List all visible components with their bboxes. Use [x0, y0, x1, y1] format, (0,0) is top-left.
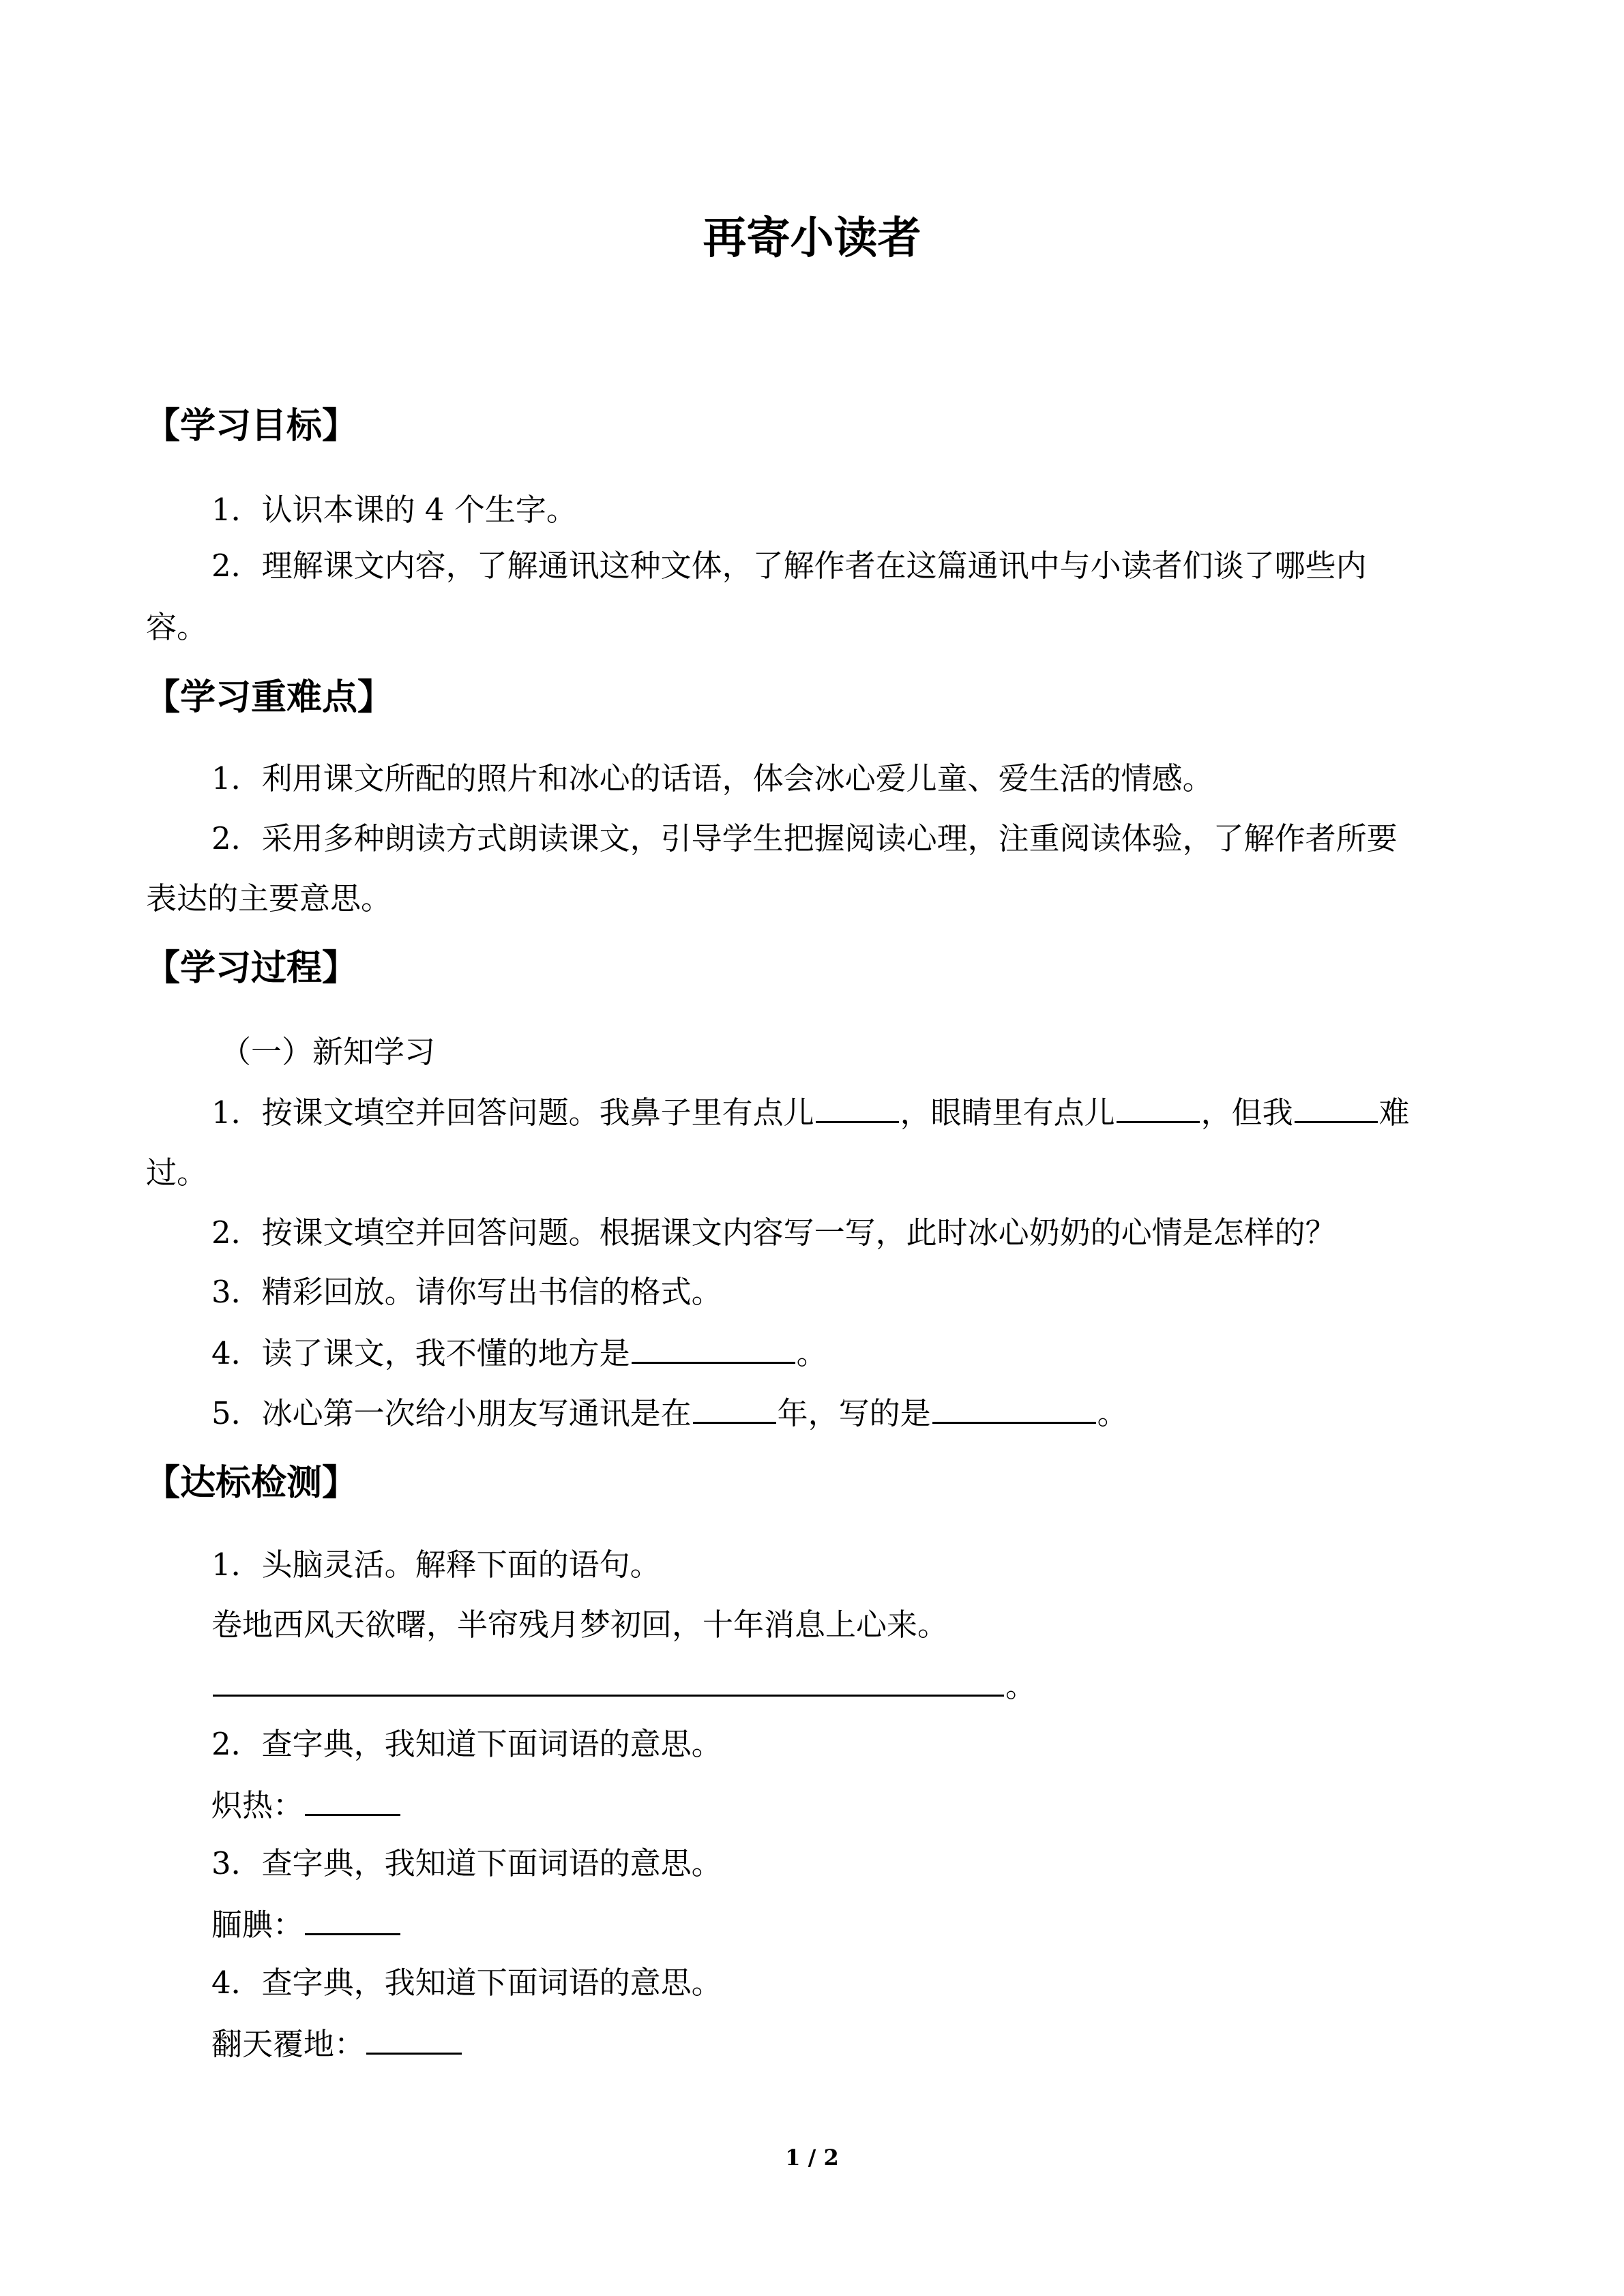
process-question-1-line-2: 过。 — [146, 1154, 208, 1191]
fill-blank-word-2[interactable] — [305, 1784, 400, 1816]
q1-text-a: 1．按课文填空并回答问题。我鼻子里有点儿 — [211, 1094, 814, 1131]
goal-item-2-line-1: 2．理解课文内容，了解通讯这种文体，了解作者在这篇通讯中与小读者们谈了哪些内 — [211, 548, 1367, 584]
q1-text-d: 难 — [1378, 1094, 1410, 1131]
process-question-2: 2．按课文填空并回答问题。根据课文内容写一写，此时冰心奶奶的心情是怎样的？ — [211, 1214, 1336, 1251]
word-2-label: 炽热： — [211, 1787, 304, 1823]
test-answer-line — [211, 1665, 1036, 1707]
section-heading-goals: 【学习目标】 — [145, 406, 358, 447]
process-question-3: 3．精彩回放。请你写出书信的格式。 — [211, 1274, 722, 1310]
test-question-1: 1．头脑灵活。解释下面的语句。 — [211, 1547, 661, 1583]
q4-text-b: 。 — [796, 1335, 827, 1371]
section-heading-process: 【学习过程】 — [145, 948, 358, 989]
section-heading-test: 【达标检测】 — [145, 1463, 358, 1504]
process-question-4 — [211, 1332, 827, 1374]
page-number: 1 / 2 — [785, 2145, 839, 2171]
word-4-label: 翻天覆地： — [211, 2026, 366, 2062]
fill-blank-1[interactable] — [816, 1091, 899, 1123]
test-question-4: 4．查字典，我知道下面词语的意思。 — [211, 1965, 722, 2001]
fill-blank-answer[interactable] — [213, 1665, 1004, 1697]
fill-blank-word-4[interactable] — [366, 2023, 462, 2055]
fill-blank-4[interactable] — [632, 1332, 795, 1364]
test-poem: 卷地西风天欲曙，半帘残月梦初回，十年消息上心来。 — [211, 1607, 949, 1643]
process-subheading: （一）新知学习 — [220, 1034, 436, 1070]
key-point-item-1: 1．利用课文所配的照片和冰心的话语，体会冰心爱儿童、爱生活的情感。 — [211, 760, 1213, 796]
q1-text-b: ，眼睛里有点儿 — [900, 1094, 1115, 1131]
q4-text-a: 4．读了课文，我不懂的地方是 — [211, 1335, 630, 1371]
key-point-item-2-line-1: 2．采用多种朗读方式朗读课文，引导学生把握阅读心理，注重阅读体验，了解作者所要 — [211, 820, 1398, 856]
test-word-4 — [211, 2023, 463, 2065]
test-word-2 — [211, 1784, 402, 1826]
page-title: 再寄小读者 — [703, 213, 921, 264]
fill-blank-3[interactable] — [1295, 1091, 1378, 1123]
fill-blank-2[interactable] — [1117, 1091, 1200, 1123]
process-question-5 — [211, 1392, 1128, 1434]
fill-blank-5[interactable] — [693, 1392, 776, 1424]
test-word-3 — [211, 1903, 402, 1945]
key-point-item-2-line-2: 表达的主要意思。 — [146, 880, 392, 916]
q5-text-c: 。 — [1097, 1395, 1128, 1431]
test-question-2: 2．查字典，我知道下面词语的意思。 — [211, 1726, 722, 1762]
answer-end: 。 — [1005, 1668, 1037, 1704]
goal-item-2-line-2: 容。 — [146, 609, 208, 645]
fill-blank-6[interactable] — [932, 1392, 1096, 1424]
goal-item-1: 1．认识本课的 4 个生字。 — [211, 492, 577, 528]
section-heading-key-points: 【学习重难点】 — [145, 677, 394, 718]
q5-text-a: 5．冰心第一次给小朋友写通讯是在 — [211, 1395, 692, 1431]
fill-blank-word-3[interactable] — [305, 1903, 400, 1935]
process-question-1 — [211, 1091, 1410, 1133]
q1-text-c: ，但我 — [1200, 1094, 1293, 1131]
q5-text-b: 年，写的是 — [777, 1395, 931, 1431]
test-question-3: 3．查字典，我知道下面词语的意思。 — [211, 1845, 722, 1881]
word-3-label: 腼腆： — [211, 1907, 304, 1943]
